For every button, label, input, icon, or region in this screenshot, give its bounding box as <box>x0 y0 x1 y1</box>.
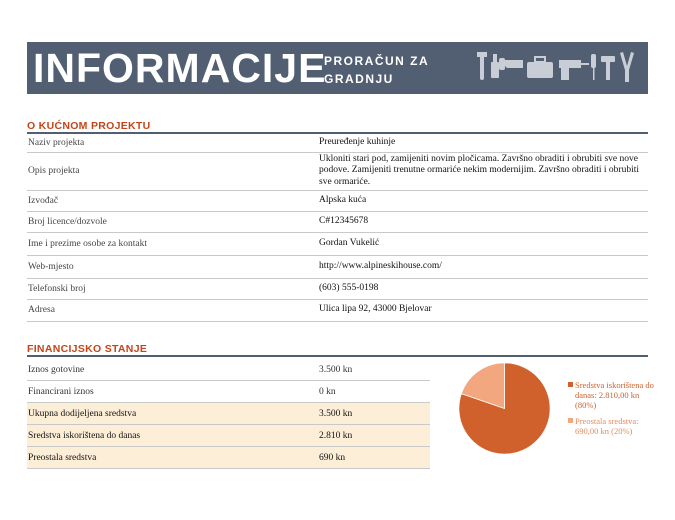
saw-icon <box>503 60 523 68</box>
row-label: Sredstva iskorištena do danas <box>27 425 318 447</box>
project-section-title: O KUĆNOM PROJEKTU <box>27 120 151 132</box>
row-label: Izvođač <box>27 190 318 211</box>
finance-section-rule <box>27 355 648 357</box>
row-value: (603) 555-0198 <box>318 278 648 299</box>
project-info-table <box>27 134 648 322</box>
row-value: Ulica lipa 92, 43000 Bjelovar <box>318 299 648 321</box>
row-label: Adresa <box>27 299 318 321</box>
table-row <box>27 255 648 278</box>
legend-item-remaining <box>568 416 658 436</box>
table-row <box>27 232 648 255</box>
legend-label-used: Sredstva iskorištena do danas: 2.810,00 kn (80%) <box>575 380 654 410</box>
row-value: Ukloniti stari pod, zamijeniti novim pločicama. Završno obraditi i obrubiti sve nove podove. Zamijeniti trenutne ormariće nekim modernijim. Završno obraditi i obrubiti sve ormariće. <box>318 152 648 190</box>
legend-label-remaining: Preostala sredstva: 690,00 kn (20%) <box>575 416 639 436</box>
row-label: Broj licence/dozvole <box>27 211 318 232</box>
table-row <box>27 359 430 381</box>
toolbox-icon <box>527 62 553 78</box>
row-label: Opis projekta <box>27 152 318 190</box>
table-row <box>27 211 648 232</box>
page-subtitle <box>324 52 434 88</box>
row-value: 690 kn <box>318 447 430 469</box>
row-label: Telefonski broj <box>27 278 318 299</box>
row-value: Preuređenje kuhinje <box>318 134 648 152</box>
row-value: 0 kn <box>318 381 430 403</box>
subtitle-line-1: PRORAČUN ZA <box>324 54 430 68</box>
brush-icon <box>491 62 499 78</box>
row-label: Iznos gotovine <box>27 359 318 381</box>
wrench-icon <box>480 54 484 80</box>
screwdriver-icon <box>591 54 596 68</box>
row-value: Alpska kuća <box>318 190 648 211</box>
row-label: Financirani iznos <box>27 381 318 403</box>
row-value: C#12345678 <box>318 211 648 232</box>
finance-table <box>27 359 430 469</box>
table-row <box>27 381 430 403</box>
row-value: Gordan Vukelić <box>318 232 648 255</box>
finance-section-title: FINANCIJSKO STANJE <box>27 343 148 355</box>
row-value[interactable]: http://www.alpineskihouse.com/ <box>318 255 648 278</box>
header-banner <box>27 42 648 94</box>
table-row <box>27 278 648 299</box>
funds-pie-chart <box>457 361 552 456</box>
table-row <box>27 299 648 321</box>
table-row <box>27 152 648 190</box>
legend-swatch-used <box>568 382 573 387</box>
page-title: INFORMACIJE <box>33 45 327 91</box>
hammer-icon <box>601 56 615 62</box>
tools-illustration <box>477 48 642 88</box>
row-label: Ime i prezime osobe za kontakt <box>27 232 318 255</box>
table-row <box>27 190 648 211</box>
row-label: Ukupna dodijeljena sredstva <box>27 403 318 425</box>
pie-legend <box>568 380 658 442</box>
legend-swatch-remaining <box>568 418 573 423</box>
table-row <box>27 403 430 425</box>
legend-item-used <box>568 380 658 410</box>
row-value: 2.810 kn <box>318 425 430 447</box>
row-label: Preostala sredstva <box>27 447 318 469</box>
pliers-icon <box>620 52 634 82</box>
table-row <box>27 134 648 152</box>
subtitle-line-2: GRADNJU <box>324 72 394 86</box>
row-value: 3.500 kn <box>318 359 430 381</box>
row-label: Web-mjesto <box>27 255 318 278</box>
row-label: Naziv projekta <box>27 134 318 152</box>
drill-icon <box>559 60 581 80</box>
table-row <box>27 447 430 469</box>
row-value: 3.500 kn <box>318 403 430 425</box>
table-row <box>27 425 430 447</box>
